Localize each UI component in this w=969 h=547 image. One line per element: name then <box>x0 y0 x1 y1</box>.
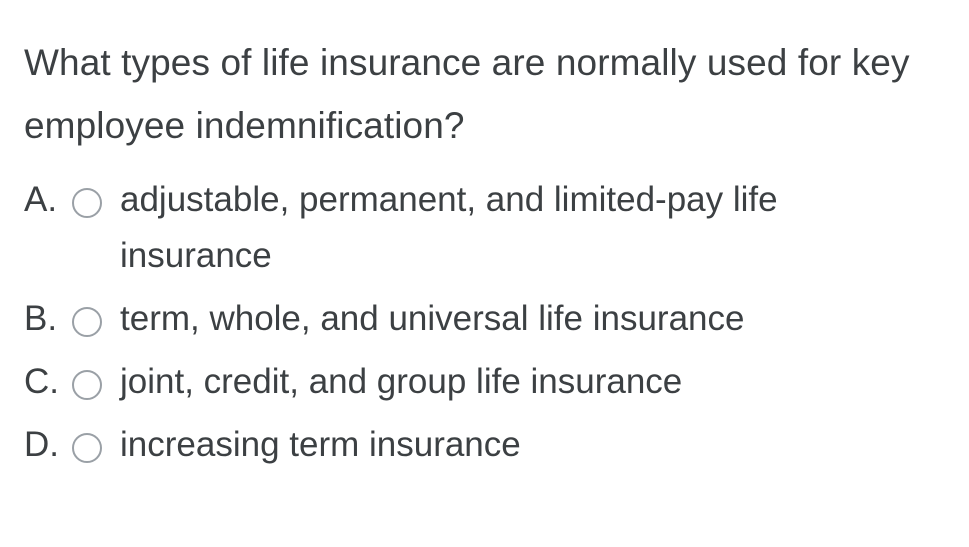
option-d-label: increasing term insurance <box>120 424 521 464</box>
option-a[interactable] <box>24 172 941 285</box>
radio-button-icon-a[interactable] <box>72 188 102 218</box>
radio-button-icon-b[interactable] <box>72 307 102 337</box>
option-b[interactable] <box>24 291 941 348</box>
option-c-letter: C. <box>24 361 59 401</box>
radio-button-icon-d[interactable] <box>72 433 102 463</box>
option-d-letter: D. <box>24 424 59 464</box>
option-c-label: joint, credit, and group life insurance <box>120 361 683 401</box>
option-b-label: term, whole, and universal life insurance <box>120 299 745 339</box>
radio-button-icon-c[interactable] <box>72 370 102 400</box>
option-b-letter: B. <box>24 299 58 339</box>
option-a-label: adjustable, permanent, and limited-pay life insurance <box>120 179 778 276</box>
option-a-letter: A. <box>24 179 58 219</box>
option-d[interactable] <box>24 417 941 474</box>
answer-options-list <box>24 172 941 473</box>
option-c[interactable] <box>24 354 941 411</box>
question-text: What types of life insurance are normally used for key employee indemnification? <box>24 42 910 146</box>
